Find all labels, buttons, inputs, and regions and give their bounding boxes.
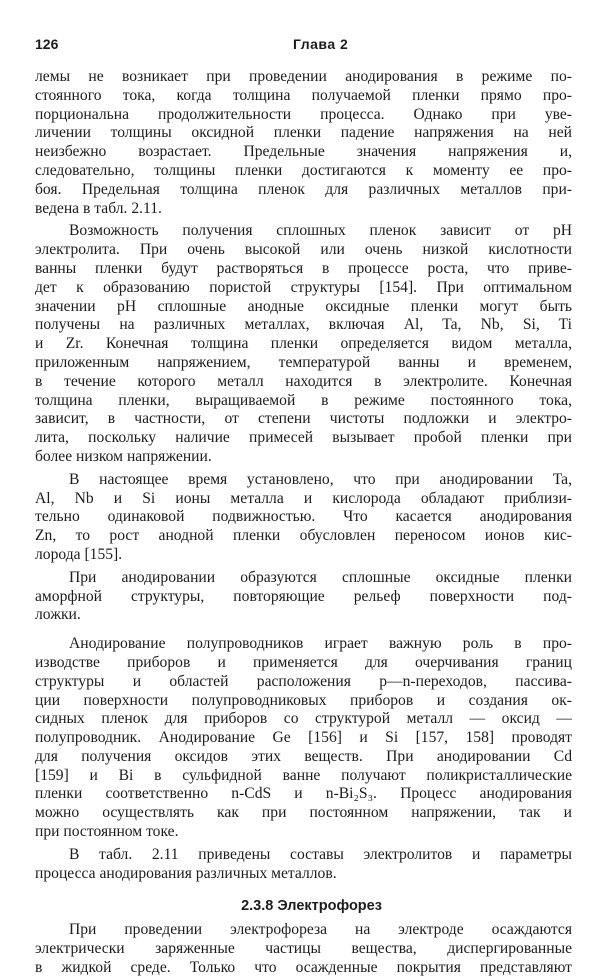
- text-line: приложенным напряжением, температурой ванны и временем,: [35, 353, 572, 371]
- text-line: электролита. При очень высокой или очень низкой кислотности: [35, 241, 572, 259]
- text-line: В настоящее время установлено, что при анодировании Ta,: [69, 470, 572, 488]
- text-line: Zn, то рост анодной пленки обусловлен переносом ионов кис-: [35, 527, 572, 545]
- text-line: можно осуществлять как при постоянном напряжении, так и: [35, 804, 572, 822]
- text-line: В табл. 2.11 приведены составы электролитов и параметры: [69, 845, 572, 863]
- text-line: структуры и областей расположения p—n-переходов, пассива-: [35, 672, 572, 690]
- text-line: для получения оксидов этих веществ. При анодировании Cd: [35, 747, 572, 765]
- text-line: личении толщины оксидной пленки падение напряжения на ней: [35, 124, 572, 142]
- text-line: электрически заряженные частицы вещества, диспергированные: [35, 940, 572, 958]
- text-line: в жидкой среде. Только что осажденные покрытия представляют: [35, 959, 572, 977]
- text-line: При проведении электрофореза на электроде осаждаются: [69, 921, 572, 939]
- text-line: и Zr. Конечная толщина пленки определяется видом металла,: [35, 335, 572, 353]
- text-line: значении pH сплошные анодные оксидные пленки могут быть: [35, 297, 572, 315]
- text-line: полупроводник. Анодирование Ge [156] и Si [157, 158] проводят: [35, 729, 572, 747]
- page-number: 126: [35, 36, 59, 52]
- text-line: ложки.: [35, 606, 81, 624]
- text-line: толщина пленки, выращиваемой в режиме постоянного тока,: [35, 391, 572, 409]
- text-line: получены на различных металлах, включая Al, Ta, Nb, Si, Ti: [35, 316, 572, 334]
- text-line: порциональна продолжительности процесса. Однако при уве-: [35, 105, 572, 123]
- running-head: [35, 36, 580, 56]
- text-line: лорода [155].: [35, 545, 123, 563]
- text-line: в течение которого металл находится в электролите. Конечная: [35, 372, 572, 390]
- text-line: пленки соответственно n-CdS и n-Bi₂S₃. Процесс анодирования: [35, 785, 572, 803]
- text-line: ванны пленки будут растворяться в процессе роста, что приве-: [35, 259, 572, 277]
- text-line: Возможность получения сплошных пленок зависит от pH: [69, 222, 572, 240]
- text-line: ции поверхности полупроводниковых приборов и создания ок-: [35, 691, 572, 709]
- text-line: боя. Предельная толщина пленок для различных металлов при-: [35, 180, 572, 198]
- text-line: лита, поскольку наличие примесей вызывает пробой пленки при: [35, 429, 572, 447]
- chapter-title: Глава 2: [293, 36, 349, 52]
- text-line: ведена в табл. 2.11.: [35, 199, 162, 217]
- text-line: зависит, в частности, от степени чистоты подложки и электро-: [35, 410, 572, 428]
- text-line: тельно одинаковой подвижностью. Что касается анодирования: [35, 508, 572, 526]
- text-body: [35, 68, 572, 978]
- text-line: более низком напряжении.: [35, 447, 212, 465]
- text-line: процесса анодирования различных металлов.: [35, 864, 337, 882]
- text-line: сидных пленок для приборов со структурой металл — оксид —: [35, 710, 572, 728]
- text-line: Анодирование полупроводников играет важную роль в про-: [69, 635, 572, 653]
- section-heading: 2.3.8 Электрофорез: [241, 898, 382, 915]
- text-line: следовательно, толщины пленки достигаются к моменту ее про-: [35, 161, 572, 179]
- text-line: неизбежно возрастает. Предельные значения напряжения и,: [35, 143, 572, 161]
- text-line: При анодировании образуются сплошные оксидные пленки: [69, 568, 572, 586]
- text-line: изводстве приборов и применяется для очерчивания границ: [35, 653, 572, 671]
- text-line: стоянного тока, когда толщина получаемой пленки прямо про-: [35, 86, 572, 104]
- text-line: Al, Nb и Si ионы металла и кислорода обладают приблизи-: [35, 489, 572, 507]
- text-line: [159] и Bi в сульфидной ванне получают поликристаллические: [35, 766, 572, 784]
- text-line: аморфной структуры, повторяющие рельеф поверхности под-: [35, 587, 572, 605]
- text-line: дет к образованию пористой структуры [154]. При оптимальном: [35, 278, 572, 296]
- text-line: лемы не возникает при проведении анодирования в режиме по-: [35, 68, 572, 85]
- text-line: при постоянном токе.: [35, 823, 179, 841]
